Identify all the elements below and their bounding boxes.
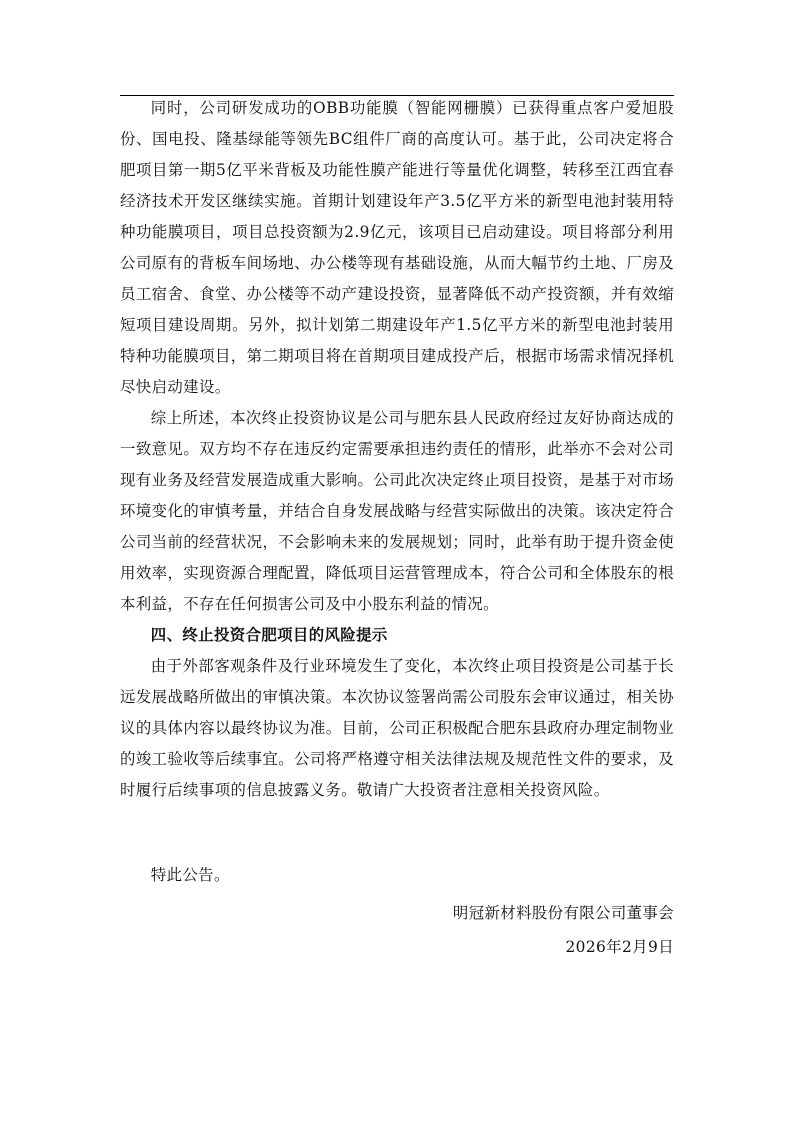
body-paragraph-1: 同时，公司研发成功的OBB功能膜（智能网栅膜）已获得重点客户爱旭股份、国电投、隆基绿能等领先BC组件厂商的高度认可。基于此，公司决定将合肥项目第一期5亿平米背板及功能性膜产能进行等量优化调整，转移至江西宜春经济技术开发区继续实施。首期计划建设年产3.5亿平方米的新型电池封装用特种功能膜项目，项目总投资额为2.9亿元，该项目已启动建设。项目将部分利用公司原有的背板车间场地、办公楼等现有基础设施，从而大幅节约土地、厂房及员工宿舍、食堂、办公楼等不动产建设投资，显著降低不动产投资额，并有效缩短项目建设周期。另外，拟计划第二期建设年产1.5亿平方米的新型电池封装用特种功能膜项目，第二期项目将在首期项目建成投产后，根据市场需求情况择机尽快启动建设。 <box>120 99 674 396</box>
body-paragraph-2: 综上所述，本次终止投资协议是公司与肥东县人民政府经过友好协商达成的一致意见。双方均不存在违反约定需要承担违约责任的情形，此举亦不会对公司现有业务及经营发展造成重大影响。公司此次决定终止项目投资，是基于对市场环境变化的审慎考量，并结合自身发展战略与经营实际做出的决策。该决定符合公司当前的经营状况，不会影响未来的发展规划；同时，此举有助于提升资金使用效率，实现资源合理配置，降低项目运营管理成本，符合公司和全体股东的根本利益，不存在任何损害公司及中小股东利益的情况。 <box>120 409 674 613</box>
section-heading: 四、终止投资合肥项目的风险提示 <box>150 626 388 644</box>
section-paragraph: 由于外部客观条件及行业环境发生了变化，本次终止项目投资是公司基于长远发展战略所做出的审慎决策。本次协议签署尚需公司股东会审议通过，相关协议的具体内容以最终协议为准。目前，公司正积极配合肥东县政府办理定制物业的竣工验收等后续事宜。公司将严格遵守相关法律法规及规范性文件的要求，及时履行后续事项的信息披露义务。敬请广大投资者注意相关投资风险。 <box>120 657 674 799</box>
signature-block <box>453 896 674 964</box>
signature-company: 明冠新材料股份有限公司董事会 <box>452 904 674 922</box>
document-body <box>120 93 674 806</box>
closing-text: 特此公告。 <box>150 866 230 884</box>
signature-date: 2026年2月9日 <box>565 938 674 956</box>
closing-block <box>120 860 674 891</box>
